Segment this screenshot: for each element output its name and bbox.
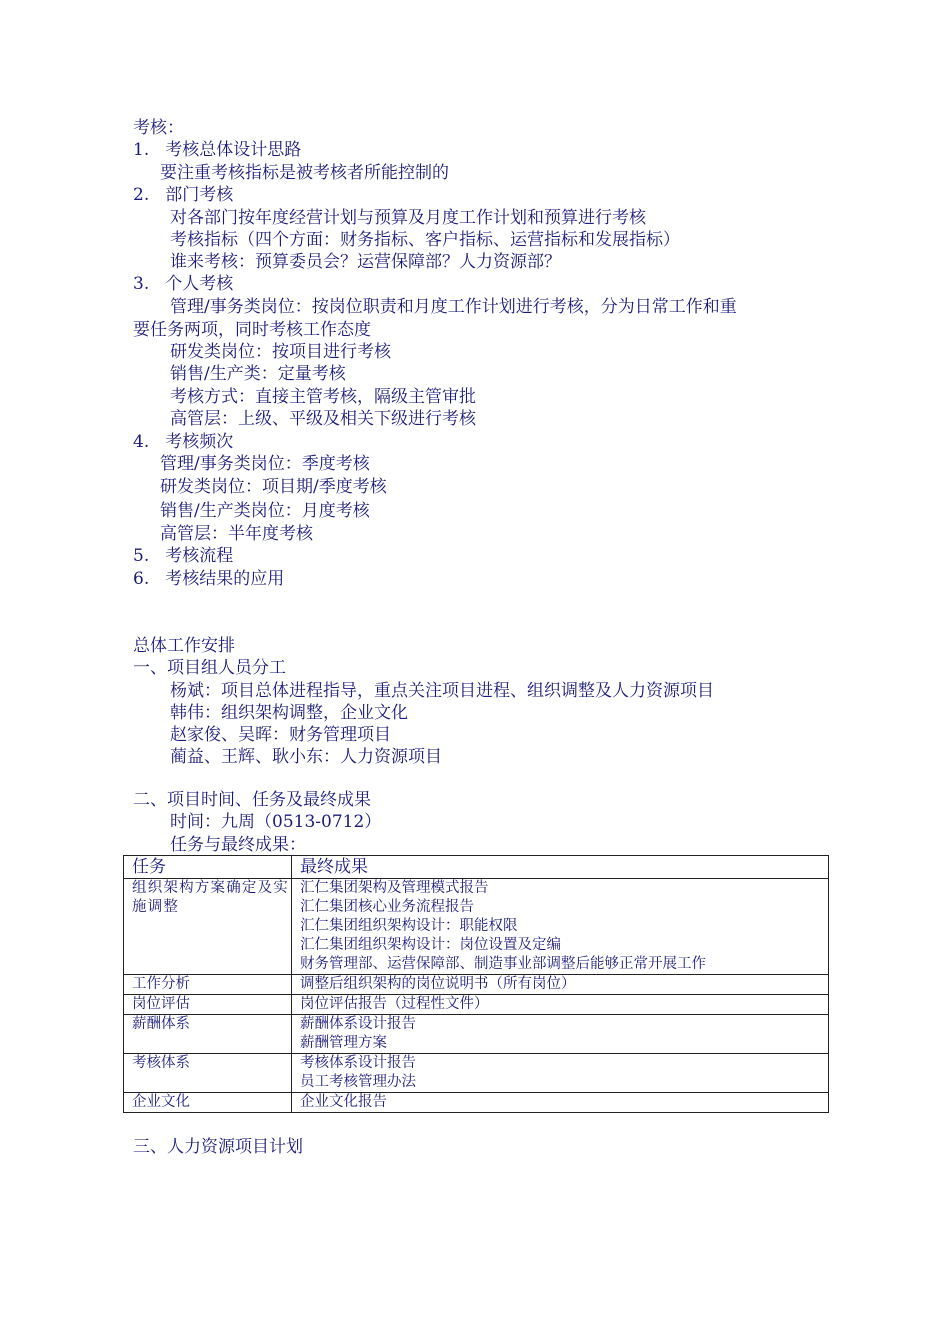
section-1-title: 一、项目组人员分工 [133,658,286,678]
list-title: 部门考核 [165,185,234,205]
list-line: 研发类岗位：项目期/季度考核 [160,477,387,497]
list-line: 管理/事务类岗位：按岗位职责和月度工作计划进行考核，分为日常工作和重 [170,297,737,317]
project-time: 时间：九周（0513-0712） [170,812,382,832]
result-line: 企业文化报告 [300,1094,387,1110]
list-item-6 [133,568,284,590]
list-title: 考核总体设计思路 [165,140,302,160]
assessment-heading: 考核： [133,118,184,138]
results-cell [292,879,829,975]
list-line: 谁来考核：预算委员会？运营保障部？人力资源部？ [170,252,561,272]
list-item-4 [133,431,233,453]
result-line: 员工考核管理办法 [300,1074,416,1090]
table-row [124,1054,829,1093]
list-number: 6. [133,569,150,589]
list-item-5 [133,545,233,567]
tasks-label: 任务与最终成果： [170,835,306,855]
staff-line: 杨斌：项目总体进程指导，重点关注项目进程、组织调整及人力资源项目 [170,681,714,701]
task-cell: 岗位评估 [124,995,292,1015]
table-row [124,1093,829,1113]
list-item-3 [133,273,233,295]
list-number: 4. [133,432,150,452]
list-number: 2. [133,185,150,205]
list-title: 考核流程 [165,546,234,566]
result-line: 薪酬体系设计报告 [300,1016,416,1032]
task-cell: 薪酬体系 [124,1015,292,1054]
result-line: 汇仁集团组织架构设计：职能权限 [300,918,518,934]
section-2-title: 二、项目时间、任务及最终成果 [133,790,371,810]
list-title: 考核结果的应用 [165,569,285,589]
list-line: 研发类岗位：按项目进行考核 [170,342,391,362]
list-line: 要任务两项，同时考核工作态度 [133,320,371,340]
task-cell: 企业文化 [124,1093,292,1113]
list-line: 高管层：上级、平级及相关下级进行考核 [170,409,476,429]
result-line: 财务管理部、运营保障部、制造事业部调整后能够正常开展工作 [300,956,706,972]
list-line: 管理/事务类岗位：季度考核 [160,454,370,474]
list-line: 对各部门按年度经营计划与预算及月度工作计划和预算进行考核 [170,208,646,228]
table-row [124,975,829,995]
results-cell [292,1054,829,1093]
staff-line: 韩伟：组织架构调整，企业文化 [170,703,408,723]
result-line: 调整后组织架构的岗位说明书（所有岗位） [300,976,576,992]
task-cell: 考核体系 [124,1054,292,1093]
list-number: 5. [133,546,150,566]
results-cell [292,1093,829,1113]
task-cell: 工作分析 [124,975,292,995]
results-cell [292,995,829,1015]
staff-line: 蔺益、王辉、耿小东：人力资源项目 [170,747,442,767]
task-cell [124,879,292,975]
overall-heading: 总体工作安排 [133,636,235,656]
result-line: 岗位评估报告（过程性文件） [300,996,489,1012]
list-item-1 [133,139,301,161]
header-results: 最终成果 [292,856,829,879]
list-title: 个人考核 [165,274,234,294]
task-name: 组织架构方案确定及实施调整 [132,880,289,915]
tasks-results-table [123,855,829,1113]
result-line: 汇仁集团组织架构设计：岗位设置及定编 [300,937,561,953]
result-line: 考核体系设计报告 [300,1055,416,1071]
staff-line: 赵家俊、吴晖：财务管理项目 [170,725,391,745]
results-cell [292,1015,829,1054]
result-line: 薪酬管理方案 [300,1035,387,1051]
list-line: 要注重考核指标是被考核者所能控制的 [160,163,449,183]
result-line: 汇仁集团核心业务流程报告 [300,899,474,915]
result-line: 汇仁集团架构及管理模式报告 [300,880,489,896]
list-number: 1. [133,140,150,160]
list-line: 考核指标（四个方面：财务指标、客户指标、运营指标和发展指标） [170,230,680,250]
table-row [124,879,829,975]
list-title: 考核频次 [165,432,234,452]
list-item-2 [133,184,233,206]
table-row [124,995,829,1015]
list-line: 销售/生产类岗位：月度考核 [160,501,370,521]
list-line: 高管层：半年度考核 [160,524,313,544]
header-task: 任务 [124,856,292,879]
results-cell [292,975,829,995]
list-line: 销售/生产类：定量考核 [170,364,346,384]
table-header-row [124,856,829,879]
table-row [124,1015,829,1054]
list-number: 3. [133,274,150,294]
list-line: 考核方式：直接主管考核，隔级主管审批 [170,387,476,407]
section-3-title: 三、人力资源项目计划 [133,1137,303,1157]
